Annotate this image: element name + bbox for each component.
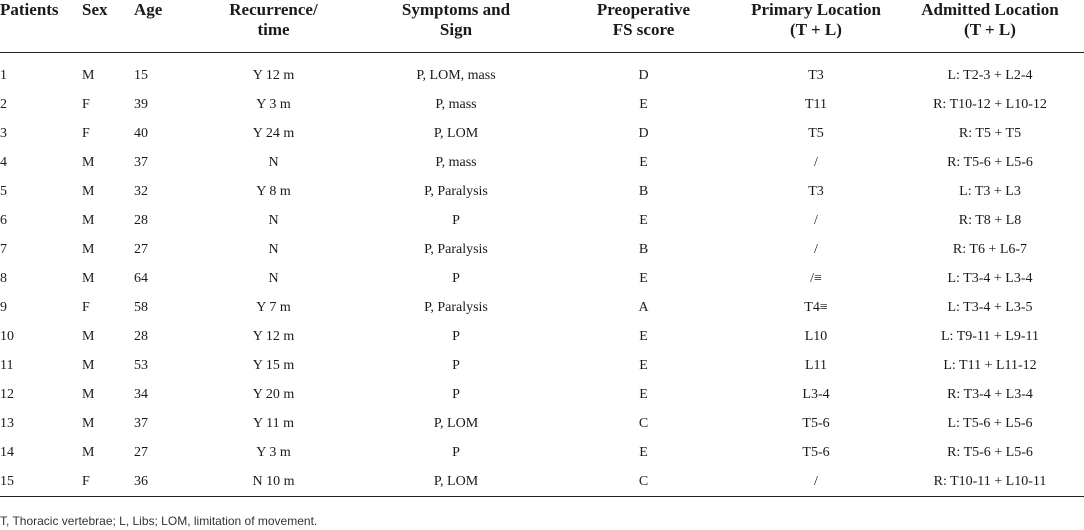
table-row: [0, 177, 1084, 206]
cell-admitted-location: L: T11 + L11-12: [943, 357, 1037, 373]
cell-primary-location: L3-4: [802, 386, 830, 402]
cell-age: 32: [134, 183, 148, 199]
header-recurrence: Recurrence/ time: [186, 0, 361, 53]
cell-sex: M: [82, 415, 95, 431]
cell-admitted-location: R: T6 + L6-7: [952, 241, 1028, 257]
cell-primary-location: /: [736, 467, 896, 497]
header-age: Age: [134, 0, 186, 53]
cell-fs-score: D: [638, 67, 649, 83]
header-sex: Sex: [82, 0, 134, 53]
table-row: [0, 206, 1084, 235]
cell-sex: M: [82, 183, 95, 199]
cell-recurrence: Y 12 m: [252, 328, 295, 344]
table-row: [0, 264, 1084, 293]
cell-patient-id: 9: [0, 299, 7, 315]
cell-patient-id: 14: [0, 444, 14, 460]
table-row: [0, 235, 1084, 264]
cell-fs-score: E: [639, 328, 648, 344]
cell-fs-score: C: [638, 415, 649, 431]
cell-admitted-location: L: T9-11 + L9-11: [941, 328, 1039, 344]
cell-recurrence: N 10 m: [186, 467, 361, 497]
cell-patient-id: 5: [0, 183, 7, 199]
cell-recurrence: N: [268, 154, 279, 170]
cell-sex: M: [82, 154, 95, 170]
cell-primary-location: /: [814, 241, 818, 257]
cell-age: 36: [134, 467, 186, 497]
cell-primary-location: /: [814, 212, 818, 228]
cell-age: 27: [134, 241, 148, 257]
cell-age: 28: [134, 212, 148, 228]
cell-patient-id: 7: [0, 241, 7, 257]
cell-recurrence: Y 3 m: [256, 96, 291, 112]
cell-recurrence: Y 7 m: [256, 299, 291, 315]
cell-patient-id: 4: [0, 154, 7, 170]
table-row: [0, 467, 1084, 497]
cell-age: 39: [134, 96, 148, 112]
cell-admitted-location: R: T5 + T5: [958, 125, 1022, 141]
cell-primary-location: T3: [808, 67, 824, 83]
header-primary-location: Primary Location (T + L): [736, 0, 896, 53]
table-row: [0, 351, 1084, 380]
table-row: [0, 148, 1084, 177]
cell-recurrence: Y 12 m: [252, 67, 295, 83]
cell-recurrence: N: [268, 212, 279, 228]
cell-symptoms: P: [452, 357, 460, 373]
cell-primary-location: T5-6: [802, 415, 830, 431]
cell-fs-score: E: [639, 357, 648, 373]
cell-primary-location: T3: [808, 183, 824, 199]
cell-primary-location: L10: [804, 328, 828, 344]
header-admitted-location: Admitted Location (T + L): [896, 0, 1084, 53]
table-row: [0, 409, 1084, 438]
cell-primary-location: /≡: [810, 270, 822, 286]
cell-admitted-location: L: T3-4 + L3-4: [947, 270, 1033, 286]
cell-patient-id: 10: [0, 328, 14, 344]
table-body: [0, 53, 1084, 497]
header-fs-score: Preoperative FS score: [551, 0, 736, 53]
cell-primary-location: T11: [804, 96, 828, 112]
cell-admitted-location: L: T2-3 + L2-4: [947, 67, 1033, 83]
cell-fs-score: E: [639, 212, 648, 228]
cell-fs-score: B: [638, 183, 649, 199]
cell-patient-id: 11: [0, 357, 14, 373]
cell-sex: F: [82, 467, 134, 497]
cell-patient-id: 6: [0, 212, 7, 228]
table-row: [0, 53, 1084, 91]
cell-patient-id: 13: [0, 415, 14, 431]
cell-recurrence: Y 8 m: [256, 183, 291, 199]
cell-sex: M: [82, 357, 95, 373]
cell-symptoms: P: [452, 444, 460, 460]
cell-sex: F: [82, 125, 90, 141]
cell-symptoms: P, LOM: [361, 467, 551, 497]
cell-admitted-location: R: T3-4 + L3-4: [947, 386, 1033, 402]
cell-recurrence: Y 11 m: [253, 415, 294, 431]
cell-symptoms: P: [452, 328, 460, 344]
cell-admitted-location: R: T5-6 + L5-6: [947, 444, 1033, 460]
cell-age: 27: [134, 444, 148, 460]
cell-sex: F: [82, 299, 90, 315]
cell-sex: M: [82, 270, 95, 286]
cell-patient-id: 15: [0, 467, 82, 497]
cell-admitted-location: R: T10-12 + L10-12: [933, 96, 1047, 112]
cell-fs-score: E: [639, 386, 648, 402]
cell-fs-score: E: [639, 270, 648, 286]
cell-primary-location: T5: [808, 125, 824, 141]
cell-symptoms: P, LOM: [433, 125, 479, 141]
cell-sex: M: [82, 386, 95, 402]
table-row: [0, 438, 1084, 467]
cell-patient-id: 2: [0, 96, 7, 112]
cell-primary-location: T5-6: [802, 444, 830, 460]
cell-fs-score: C: [551, 467, 736, 497]
cell-fs-score: D: [638, 125, 649, 141]
cell-sex: M: [82, 67, 95, 83]
cell-symptoms: P, Paralysis: [424, 183, 488, 199]
header-patients: Patients: [0, 0, 82, 53]
cell-sex: M: [82, 328, 95, 344]
cell-fs-score: E: [639, 96, 648, 112]
cell-symptoms: P: [452, 270, 460, 286]
cell-sex: M: [82, 212, 95, 228]
cell-primary-location: /: [814, 154, 818, 170]
cell-symptoms: P: [452, 212, 460, 228]
cell-admitted-location: R: T5-6 + L5-6: [947, 154, 1033, 170]
cell-admitted-location: L: T3 + L3: [959, 183, 1021, 199]
cell-recurrence: N: [268, 270, 279, 286]
cell-symptoms: P, mass: [435, 154, 477, 170]
table-row: [0, 90, 1084, 119]
cell-recurrence: Y 3 m: [256, 444, 291, 460]
cell-fs-score: A: [638, 299, 649, 315]
cell-recurrence: Y 20 m: [252, 386, 295, 402]
cell-fs-score: E: [639, 444, 648, 460]
cell-age: 15: [134, 67, 148, 83]
table-row: [0, 293, 1084, 322]
cell-symptoms: P, mass: [435, 96, 477, 112]
cell-symptoms: P, LOM, mass: [416, 67, 496, 83]
cell-age: 37: [134, 415, 148, 431]
cell-age: 34: [134, 386, 148, 402]
cell-age: 28: [134, 328, 148, 344]
cell-patient-id: 12: [0, 386, 14, 402]
cell-fs-score: B: [638, 241, 649, 257]
cell-admitted-location: L: T3-4 + L3-5: [947, 299, 1033, 315]
cell-sex: M: [82, 241, 95, 257]
cell-patient-id: 3: [0, 125, 7, 141]
cell-patient-id: 8: [0, 270, 7, 286]
cell-sex: F: [82, 96, 90, 112]
cell-age: 40: [134, 125, 148, 141]
cell-primary-location: L11: [804, 357, 828, 373]
table-row: [0, 322, 1084, 351]
cell-symptoms: P: [452, 386, 460, 402]
cell-admitted-location: R: T8 + L8: [958, 212, 1022, 228]
table-row: [0, 119, 1084, 148]
header-symptoms: Symptoms and Sign: [361, 0, 551, 53]
header-row: [0, 0, 1084, 53]
table-row: [0, 380, 1084, 409]
cell-symptoms: P, Paralysis: [424, 299, 488, 315]
cell-symptoms: P, Paralysis: [424, 241, 488, 257]
cell-recurrence: N: [268, 241, 279, 257]
cell-symptoms: P, LOM: [433, 415, 479, 431]
cell-sex: M: [82, 444, 95, 460]
cell-age: 64: [134, 270, 148, 286]
cell-recurrence: Y 15 m: [252, 357, 295, 373]
cell-age: 37: [134, 154, 148, 170]
cell-admitted-location: R: T10-11 + L10-11: [896, 467, 1084, 497]
cell-patient-id: 1: [0, 67, 7, 83]
cell-recurrence: Y 24 m: [252, 125, 295, 141]
cell-primary-location: T4≡: [804, 299, 828, 315]
cell-age: 58: [134, 299, 148, 315]
cell-fs-score: E: [639, 154, 648, 170]
cell-age: 53: [134, 357, 148, 373]
cell-admitted-location: L: T5-6 + L5-6: [947, 415, 1033, 431]
footnote: T, Thoracic vertebrae; L, Libs; LOM, limitation of movement.: [0, 514, 318, 528]
